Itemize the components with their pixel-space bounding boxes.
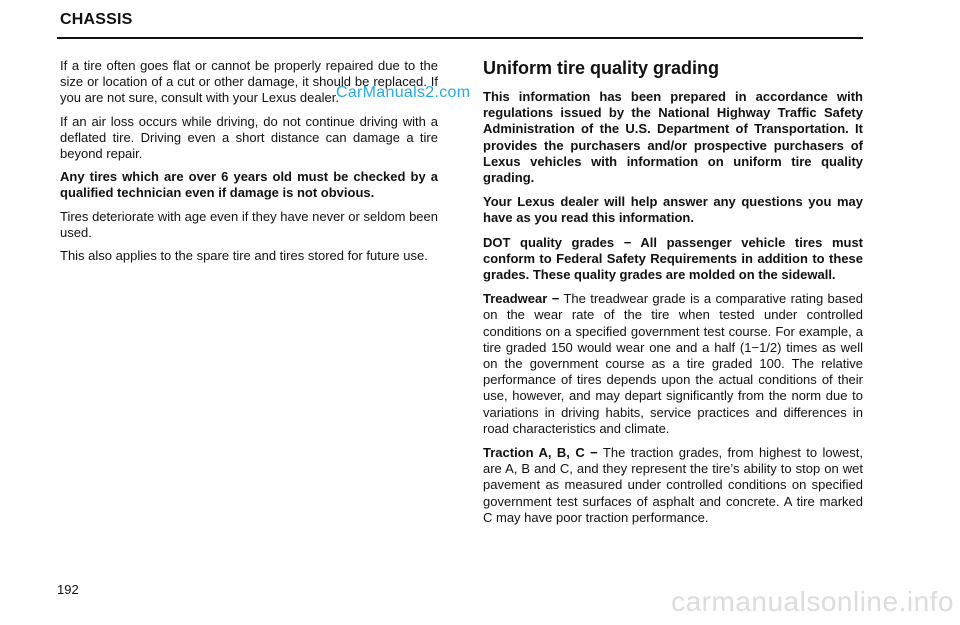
term-traction: Traction A, B, C − xyxy=(483,445,598,461)
footer-watermark: carmanualsonline.info xyxy=(671,586,954,617)
page-number: 192 xyxy=(57,582,79,597)
paragraph-tire-deterioration: Tires deteriorate with age even if they have never or seldom been used. xyxy=(60,208,438,240)
paragraph-old-tires-warning: Any tires which are over 6 years old must be checked by a qualified technician even if damage is not obvious. xyxy=(60,169,438,201)
paragraph-spare-tire: This also applies to the spare tire and tires stored for future use. xyxy=(60,248,428,264)
paragraph-dealer-note: Your Lexus dealer will help answer any questions you may have as you read this information. xyxy=(483,194,863,226)
watermark-link[interactable]: CarManuals2.com xyxy=(336,84,471,101)
paragraph-flat-tire: If a tire often goes flat or cannot be properly repaired due to the size or location of a cut or other damage, it should be replaced. If you are not sure, consult with your Lexus dealer. xyxy=(60,58,438,106)
section-heading: Uniform tire quality grading xyxy=(483,58,720,78)
paragraph-dot-grades: DOT quality grades − All passenger vehicle tires must conform to Federal Safety Requirements in addition to these grades. These quality grades are molded on the sidewall. xyxy=(483,234,863,283)
right-column xyxy=(483,57,863,534)
treadwear-text: The treadwear grade is a comparative rating based on the wear rate of the tire when tested under controlled conditions on a specified government test course. For example, a tire graded 150 would wear one and a half (1−1/2) times as well on the government course as a tire graded 100. The relative performance of tires depends upon the actual conditions of their use, however, and may depart significantly from the norm due to variations in driving habits, service practices and differences in road characteristics and climate. xyxy=(483,291,863,436)
section-title: CHASSIS xyxy=(60,11,133,28)
paragraph-treadwear xyxy=(483,291,863,437)
paragraph-intro: This information has been prepared in accordance with regulations issued by the National Highway Traffic Safety Administration of the U.S. Department of Transportation. It provides the purchasers and/or prospective purchasers of Lexus vehicles with information on uniform tire quality grading. xyxy=(483,89,863,186)
term-treadwear: Treadwear − xyxy=(483,291,560,307)
paragraph-traction xyxy=(483,445,863,526)
paragraph-air-loss: If an air loss occurs while driving, do not continue driving with a deflated tire. Driving even a short distance can damage a tire beyond repair. xyxy=(60,113,438,162)
header-divider xyxy=(57,37,863,39)
traction-text: The traction grades, from highest to lowest, are A, B and C, and they represent the tire’s ability to stop on wet pavement as measured under controlled conditions on specified government test surfaces of asphalt and concrete. A tire marked C may have poor traction performance. xyxy=(483,445,863,525)
